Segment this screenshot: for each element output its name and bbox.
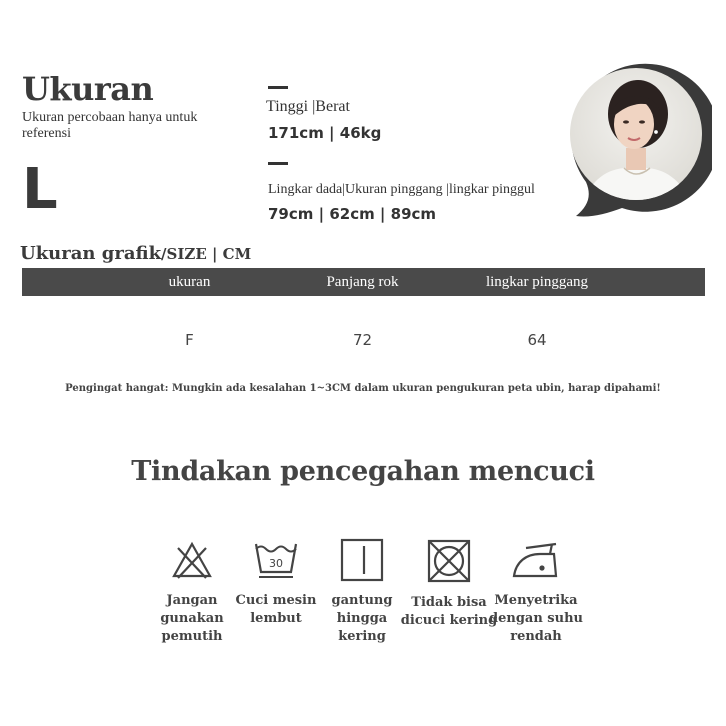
care-label: gantung hingga kering bbox=[331, 593, 393, 644]
measurements-label: Lingkar dada|Ukuran pinggang |lingkar pinggul bbox=[268, 182, 535, 197]
care-item-no-tumble-dry bbox=[399, 538, 499, 630]
cell-size: F bbox=[185, 331, 194, 349]
column-header-waist: lingkar pinggang bbox=[485, 274, 589, 290]
machine-wash-gentle-icon bbox=[253, 538, 299, 582]
line-dry-icon bbox=[340, 538, 384, 582]
measurement-note: Pengingat hangat: Mungkin ada kesalahan 1~3CM dalam ukuran pengukuran peta ubin, harap dipahami! bbox=[65, 383, 661, 394]
height-weight-label: Tinggi |Berat bbox=[266, 98, 350, 115]
care-label: Menyetrika dengan suhu rendah bbox=[489, 593, 583, 644]
washing-title: Tindakan pencegahan mencuci bbox=[131, 456, 595, 487]
wash-temp: 30 bbox=[269, 557, 283, 570]
column-header-skirt-length: Panjang rok bbox=[326, 274, 399, 290]
care-label: Tidak bisa dicuci kering bbox=[400, 595, 498, 628]
height-weight-value: 171cm | 46kg bbox=[268, 124, 382, 142]
care-item-machine-wash bbox=[226, 538, 326, 628]
column-header-size: ukuran bbox=[168, 274, 211, 290]
size-letter: L bbox=[22, 157, 58, 222]
size-chart-unit: /SIZE | CM bbox=[161, 245, 252, 263]
cell-skirt-length: 72 bbox=[352, 331, 373, 349]
care-item-line-dry bbox=[312, 538, 412, 646]
size-subtitle: Ukuran percobaan hanya untuk referensi bbox=[22, 110, 198, 141]
care-item-iron-low bbox=[486, 538, 586, 646]
cell-waist: 64 bbox=[527, 331, 547, 349]
divider-dash bbox=[268, 86, 288, 89]
model-avatar bbox=[562, 56, 712, 224]
iron-low-icon bbox=[510, 538, 562, 582]
divider-dash bbox=[268, 162, 288, 165]
care-label: Jangan gunakan pemutih bbox=[160, 593, 224, 644]
size-chart-title bbox=[20, 243, 251, 264]
no-tumble-dry-icon bbox=[426, 538, 472, 584]
no-bleach-icon bbox=[170, 538, 214, 582]
size-chart-title-text: Ukuran grafik bbox=[20, 243, 162, 264]
care-label: Cuci mesin lembut bbox=[235, 593, 317, 626]
measurements-value: 79cm | 62cm | 89cm bbox=[268, 205, 437, 223]
size-title: Ukuran bbox=[22, 70, 154, 108]
size-table-header bbox=[22, 268, 705, 296]
